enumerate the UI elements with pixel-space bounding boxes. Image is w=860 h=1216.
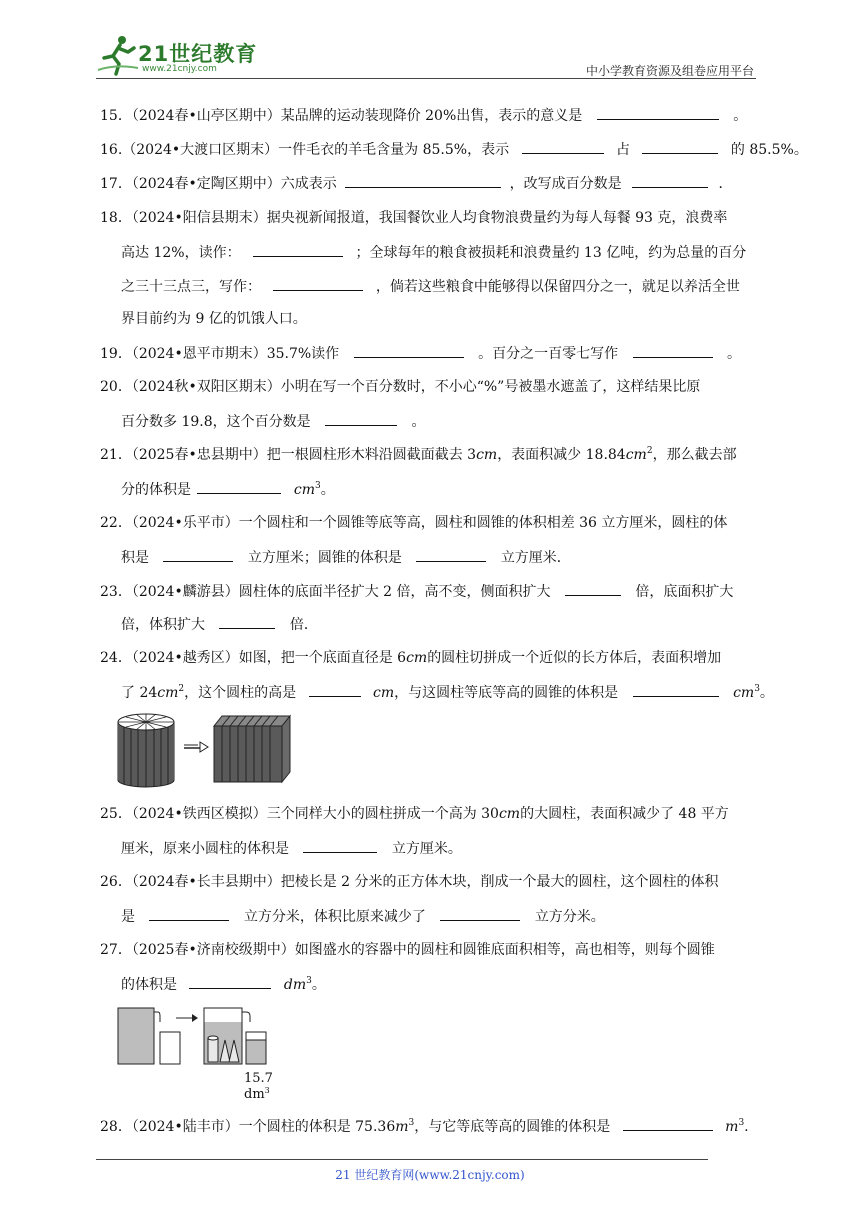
- platform-name: 中小学教育资源及组卷应用平台: [585, 64, 754, 78]
- question-18-line1: 18．（2024•阳信县期末）据央视新闻报道，我国餐饮业人均食物浪费量约为每人每餐 93 克，浪费率: [100, 210, 728, 226]
- answer-blank[interactable]: [163, 547, 233, 562]
- answer-blank[interactable]: [189, 974, 271, 989]
- question-18-line2: 高达 12%，读作： ；全球每年的粮食被损耗和浪费量约 13 亿吨，约为总量的百分: [121, 242, 746, 263]
- answer-blank[interactable]: [197, 479, 281, 494]
- volume-unit: $dm^3$: [244, 1086, 270, 1102]
- answer-blank[interactable]: [253, 242, 343, 257]
- answer-blank[interactable]: [416, 547, 486, 562]
- answer-blank[interactable]: [303, 838, 377, 853]
- question-16: 16.（2024•大渡口区期末）一件毛衣的羊毛含量为 85.5%，表示 占 的 85.5%。: [100, 139, 808, 160]
- container-with-shapes: [204, 1008, 266, 1064]
- question-21-line2: 分的体积是 $cm^3$。: [121, 481, 335, 498]
- question-22-line2: 积是 立方厘米；圆锥的体积是 立方厘米．: [121, 547, 571, 568]
- volume-label: 15.7: [244, 1071, 273, 1086]
- question-17: 17．（2024春•定陶区期中）六成表示 ，改写成百分数是 ．: [100, 173, 733, 194]
- answer-blank[interactable]: [325, 411, 397, 426]
- question-25-line2: 厘米，原来小圆柱的体积是 立方厘米。: [121, 838, 462, 859]
- page-footer: 21 世纪教育网(www.21cnjy.com): [335, 1168, 525, 1182]
- question-28: 28．（2024•陆丰市）一个圆柱的体积是 $75.36m^3$，与它等底等高的圆锥的体积是 $m^3$.: [100, 1118, 749, 1135]
- question-15: 15．（2024春•山亭区期中）某品牌的运动装现降价 20%出售，表示的意义是 。: [100, 105, 747, 126]
- approx-prism: [214, 716, 290, 782]
- question-27-line2: 的体积是 $dm^3$。: [121, 976, 326, 993]
- answer-blank[interactable]: [623, 1116, 713, 1131]
- site-logo: [96, 34, 256, 76]
- question-26-line2: 是 立方分米，体积比原来减少了 立方分米。: [121, 906, 605, 927]
- footer-divider: [96, 1159, 708, 1160]
- answer-blank[interactable]: [632, 173, 708, 188]
- answer-blank[interactable]: [565, 581, 621, 596]
- runner-logo-icon: [96, 34, 140, 76]
- question-20-line1: 20．（2024秋•双阳区期末）小明在写一个百分数时，不小心“%”号被墨水遮盖了，这样结果比原: [100, 379, 701, 395]
- page-header: [0, 0, 860, 82]
- answer-blank[interactable]: [633, 682, 719, 697]
- question-24-line2: 了 $24cm^2$，这个圆柱的高是 cm，与这圆柱等底等高的圆锥的体积是 $cm^3$。: [121, 684, 774, 701]
- question-21-line1: 21．（2025春•忠县期中）把一根圆柱形木料沿圆截面截去 3cm，表面积减少 $18.84cm^2$，那么截去部: [100, 446, 737, 463]
- question-27-line1: 27．（2025春•济南校级期中）如图盛水的容器中的圆柱和圆锥底面积相等，高也相等，则每个圆锥: [100, 942, 715, 958]
- answer-blank[interactable]: [149, 906, 229, 921]
- logo-text: 21世纪教育: [138, 42, 258, 66]
- answer-blank[interactable]: [522, 139, 604, 154]
- header-divider: [96, 78, 756, 79]
- sliced-cylinder: [118, 714, 174, 787]
- answer-blank[interactable]: [345, 173, 501, 188]
- answer-blank[interactable]: [273, 276, 363, 291]
- answer-blank[interactable]: [642, 139, 718, 154]
- arrow-icon: [184, 742, 208, 752]
- question-25-line1: 25．（2024•铁西区模拟）三个同样大小的圆柱拼成一个高为 30cm的大圆柱，表面积减少了 48 平方: [100, 806, 729, 822]
- question-23-line1: 23．（2024•麟游县）圆柱体的底面半径扩大 2 倍，高不变，侧面积扩大 倍，底面积扩大: [100, 581, 733, 602]
- question-26-line1: 26．（2024春•长丰县期中）把棱长是 2 分米的正方体木块，削成一个最大的圆柱，这个圆柱的体积: [100, 874, 719, 890]
- question-18-line3: 之三十三点三，写作： ，倘若这些粮食中能够得以保留四分之一，就足以养活全世: [121, 276, 740, 297]
- question-24-line1: 24．（2024•越秀区）如图，把一个底面直径是 6cm的圆柱切拼成一个近似的长方体后，表面积增加: [100, 650, 722, 666]
- question-18-line4: 界目前约为 9 亿的饥饿人口。: [121, 311, 307, 327]
- full-container: [118, 1008, 180, 1064]
- water-container-figure: [114, 1004, 284, 1104]
- answer-blank[interactable]: [633, 343, 713, 358]
- cylinder-to-prism-figure: [114, 708, 294, 788]
- answer-blank[interactable]: [219, 614, 275, 629]
- question-19: 19．（2024•恩平市期末）35.7%读作 。百分之一百零七写作 。: [100, 343, 741, 364]
- answer-blank[interactable]: [440, 906, 520, 921]
- arrow-icon: [176, 1014, 198, 1022]
- question-23-line2: 倍，体积扩大 倍．: [121, 614, 318, 635]
- answer-blank[interactable]: [309, 682, 361, 697]
- answer-blank[interactable]: [597, 105, 719, 120]
- question-22-line1: 22．（2024•乐平市）一个圆柱和一个圆锥等底等高，圆柱和圆锥的体积相差 36 立方厘米，圆柱的体: [100, 515, 728, 531]
- question-20-line2: 百分数多 19.8，这个百分数是 。: [121, 411, 426, 432]
- answer-blank[interactable]: [354, 343, 464, 358]
- logo-url: www.21cnjy.com: [142, 64, 217, 74]
